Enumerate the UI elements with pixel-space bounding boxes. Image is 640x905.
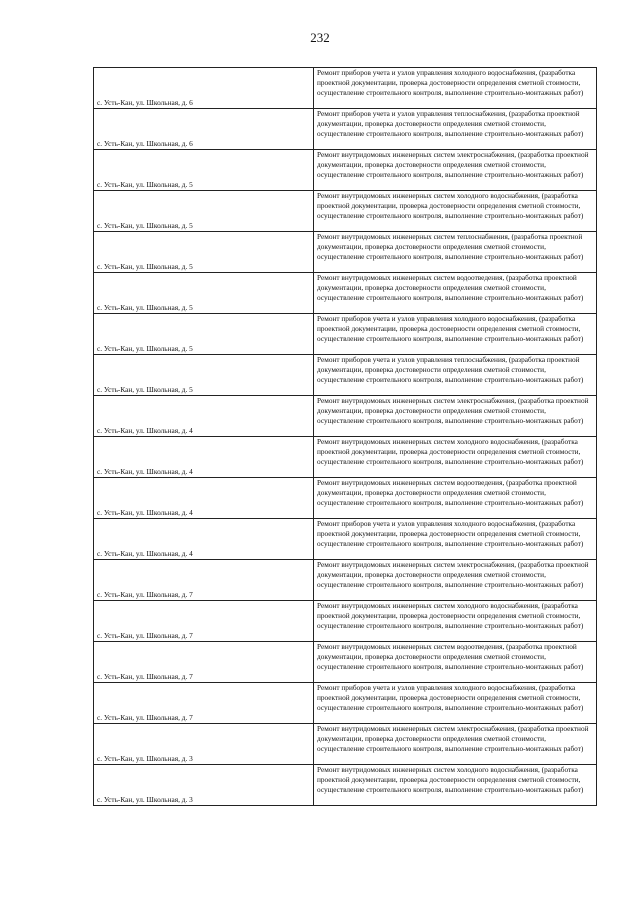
works-table bbox=[93, 67, 597, 806]
address-cell: с. Усть-Кан, ул. Школьная, д. 5 bbox=[94, 355, 314, 396]
work-description-cell: Ремонт приборов учета и узлов управления холодного водоснабжения, (разработка проектной документации, проверка достоверности определения сметной стоимости, осуществление строительного контроля, выполнение строительно-монтажных работ) bbox=[314, 314, 597, 355]
table-row bbox=[94, 519, 597, 560]
address-cell: с. Усть-Кан, ул. Школьная, д. 7 bbox=[94, 601, 314, 642]
work-description-cell: Ремонт внутридомовых инженерных систем электроснабжения, (разработка проектной документации, проверка достоверности определения сметной стоимости, осуществление строительного контроля, выполнение строительно-монтажных работ) bbox=[314, 396, 597, 437]
address-cell: с. Усть-Кан, ул. Школьная, д. 7 bbox=[94, 642, 314, 683]
table-row bbox=[94, 478, 597, 519]
table-row bbox=[94, 232, 597, 273]
table-row bbox=[94, 724, 597, 765]
work-description-cell: Ремонт внутридомовых инженерных систем водоотведения, (разработка проектной документации, проверка достоверности определения сметной стоимости, осуществление строительного контроля, выполнение строительно-монтажных работ) bbox=[314, 273, 597, 314]
address-cell: с. Усть-Кан, ул. Школьная, д. 7 bbox=[94, 683, 314, 724]
works-table-body bbox=[94, 68, 597, 806]
work-description-cell: Ремонт внутридомовых инженерных систем холодного водоснабжения, (разработка проектной документации, проверка достоверности определения сметной стоимости, осуществление строительного контроля, выполнение строительно-монтажных работ) bbox=[314, 191, 597, 232]
work-description-cell: Ремонт приборов учета и узлов управления холодного водоснабжения, (разработка проектной документации, проверка достоверности определения сметной стоимости, осуществление строительного контроля, выполнение строительно-монтажных работ) bbox=[314, 68, 597, 109]
address-cell: с. Усть-Кан, ул. Школьная, д. 5 bbox=[94, 191, 314, 232]
table-row bbox=[94, 560, 597, 601]
address-cell: с. Усть-Кан, ул. Школьная, д. 4 bbox=[94, 519, 314, 560]
table-row bbox=[94, 314, 597, 355]
table-row bbox=[94, 396, 597, 437]
address-cell: с. Усть-Кан, ул. Школьная, д. 4 bbox=[94, 478, 314, 519]
address-cell: с. Усть-Кан, ул. Школьная, д. 4 bbox=[94, 396, 314, 437]
work-description-cell: Ремонт приборов учета и узлов управления холодного водоснабжения, (разработка проектной документации, проверка достоверности определения сметной стоимости, осуществление строительного контроля, выполнение строительно-монтажных работ) bbox=[314, 519, 597, 560]
work-description-cell: Ремонт приборов учета и узлов управления теплоснабжения, (разработка проектной документации, проверка достоверности определения сметной стоимости, осуществление строительного контроля, выполнение строительно-монтажных работ) bbox=[314, 109, 597, 150]
table-row bbox=[94, 355, 597, 396]
table-row bbox=[94, 150, 597, 191]
address-cell: с. Усть-Кан, ул. Школьная, д. 3 bbox=[94, 724, 314, 765]
table-row bbox=[94, 273, 597, 314]
table-row bbox=[94, 68, 597, 109]
work-description-cell: Ремонт внутридомовых инженерных систем электроснабжения, (разработка проектной документации, проверка достоверности определения сметной стоимости, осуществление строительного контроля, выполнение строительно-монтажных работ) bbox=[314, 150, 597, 191]
work-description-cell: Ремонт приборов учета и узлов управления холодного водоснабжения, (разработка проектной документации, проверка достоверности определения сметной стоимости, осуществление строительного контроля, выполнение строительно-монтажных работ) bbox=[314, 683, 597, 724]
work-description-cell: Ремонт внутридомовых инженерных систем холодного водоснабжения, (разработка проектной документации, проверка достоверности определения сметной стоимости, осуществление строительного контроля, выполнение строительно-монтажных работ) bbox=[314, 437, 597, 478]
page-number: 232 bbox=[310, 30, 330, 45]
address-cell: с. Усть-Кан, ул. Школьная, д. 5 bbox=[94, 150, 314, 191]
work-description-cell: Ремонт внутридомовых инженерных систем электроснабжения, (разработка проектной документации, проверка достоверности определения сметной стоимости, осуществление строительного контроля, выполнение строительно-монтажных работ) bbox=[314, 724, 597, 765]
address-cell: с. Усть-Кан, ул. Школьная, д. 3 bbox=[94, 765, 314, 806]
work-description-cell: Ремонт внутридомовых инженерных систем водоотведения, (разработка проектной документации, проверка достоверности определения сметной стоимости, осуществление строительного контроля, выполнение строительно-монтажных работ) bbox=[314, 642, 597, 683]
table-row bbox=[94, 765, 597, 806]
table-row bbox=[94, 601, 597, 642]
work-description-cell: Ремонт внутридомовых инженерных систем теплоснабжения, (разработка проектной документации, проверка достоверности определения сметной стоимости, осуществление строительного контроля, выполнение строительно-монтажных работ) bbox=[314, 232, 597, 273]
work-description-cell: Ремонт приборов учета и узлов управления теплоснабжения, (разработка проектной документации, проверка достоверности определения сметной стоимости, осуществление строительного контроля, выполнение строительно-монтажных работ) bbox=[314, 355, 597, 396]
address-cell: с. Усть-Кан, ул. Школьная, д. 6 bbox=[94, 68, 314, 109]
address-cell: с. Усть-Кан, ул. Школьная, д. 4 bbox=[94, 437, 314, 478]
work-description-cell: Ремонт внутридомовых инженерных систем электроснабжения, (разработка проектной документации, проверка достоверности определения сметной стоимости, осуществление строительного контроля, выполнение строительно-монтажных работ) bbox=[314, 560, 597, 601]
address-cell: с. Усть-Кан, ул. Школьная, д. 5 bbox=[94, 232, 314, 273]
address-cell: с. Усть-Кан, ул. Школьная, д. 5 bbox=[94, 314, 314, 355]
table-row bbox=[94, 642, 597, 683]
table-row bbox=[94, 683, 597, 724]
work-description-cell: Ремонт внутридомовых инженерных систем холодного водоснабжения, (разработка проектной документации, проверка достоверности определения сметной стоимости, осуществление строительного контроля, выполнение строительно-монтажных работ) bbox=[314, 765, 597, 806]
table-row bbox=[94, 109, 597, 150]
table-row bbox=[94, 191, 597, 232]
address-cell: с. Усть-Кан, ул. Школьная, д. 5 bbox=[94, 273, 314, 314]
work-description-cell: Ремонт внутридомовых инженерных систем холодного водоснабжения, (разработка проектной документации, проверка достоверности определения сметной стоимости, осуществление строительного контроля, выполнение строительно-монтажных работ) bbox=[314, 601, 597, 642]
address-cell: с. Усть-Кан, ул. Школьная, д. 6 bbox=[94, 109, 314, 150]
work-description-cell: Ремонт внутридомовых инженерных систем водоотведения, (разработка проектной документации, проверка достоверности определения сметной стоимости, осуществление строительного контроля, выполнение строительно-монтажных работ) bbox=[314, 478, 597, 519]
address-cell: с. Усть-Кан, ул. Школьная, д. 7 bbox=[94, 560, 314, 601]
table-row bbox=[94, 437, 597, 478]
